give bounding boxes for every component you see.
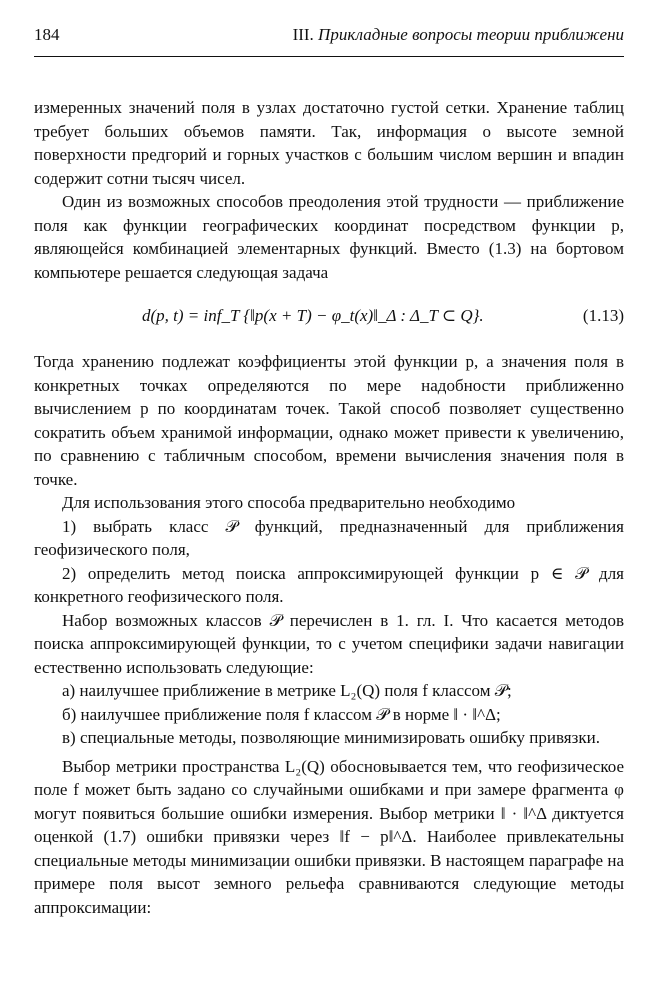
paragraph: Один из возможных способов преодоления этой трудности — приближение поля как функции географических координат посредством функции p, являющейся комбинацией элементарных функций. Вместо (1.3) на бортовом компьютере решается следующая задача [34, 192, 624, 282]
chapter-roman: III. [292, 25, 314, 44]
running-head [293, 22, 624, 48]
list-item: 2) определить метод поиска аппроксимирующей функции p ∈ 𝒫 для конкретного геофизического поля. [34, 563, 624, 606]
header-rule [34, 56, 624, 57]
paragraph: измеренных значений поля в узлах достаточно густой сетки. Хранение таблиц требует больших объемов памяти. Так, информация о высоте земной поверхности предгорий и горных участков с большим числом вершин и впадин содержит сотни тысяч чисел. [34, 98, 624, 188]
page-number: 184 [34, 25, 60, 44]
list-item: а) наилучшее приближение в метрике L₂(Q) поля f классом 𝒫; [62, 681, 512, 700]
list-item: 1) выбрать класс 𝒫 функций, предназначенный для приближения геофизического поля, [34, 516, 624, 559]
paragraph: Для использования этого способа предварительно необходимо [62, 493, 516, 512]
body-text [34, 96, 624, 919]
formula-expression: d(p, t) = inf_T {‖p(x + T) − φ_t(x)‖_Δ : Δ_T ⊂ Q}. [142, 306, 484, 325]
display-formula [34, 292, 624, 340]
list-item: б) наилучшее приближение поля f классом 𝒫 в норме ‖ · ‖^Δ; [62, 704, 501, 724]
equation-number: (1.13) [582, 306, 624, 325]
list-item: в) специальные методы, позволяющие минимизировать ошибку привязки. [62, 728, 600, 747]
paragraph: Выбор метрики пространства L₂(Q) обосновывается тем, что геофизическое поле f может быть задано со случайными ошибками и при замере фрагмента φ могут появиться большие ошибки измерения. Выбор метрики ‖ · ‖^Δ диктуется оценкой (1.7) ошибки привязки через ‖f − p‖^Δ. Наиболее привлекательны специальные методы минимизации ошибки привязки. В настоящем параграфе на примере поля высот земного рельефа сравниваются следующие методы аппроксимации: [34, 756, 624, 917]
chapter-title: Прикладные вопросы теории приближени [318, 25, 624, 44]
paragraph: Тогда хранению подлежат коэффициенты этой функции p, а значения поля в конкретных точках определяются по мере надобности приближенно вычислением p по координатам точек. Такой способ позволяет существенно сократить объем хранимой информации, однако может привести к увеличению, по сравнению с табличным способом, времени вычисления значения поля в точке. [34, 352, 624, 489]
page-header [34, 22, 624, 48]
paragraph: Набор возможных классов 𝒫 перечислен в 1. гл. I. Что касается методов поиска аппроксимирующей функции, то с учетом специфики задачи навигации естественно использовать следующие: [34, 610, 624, 677]
